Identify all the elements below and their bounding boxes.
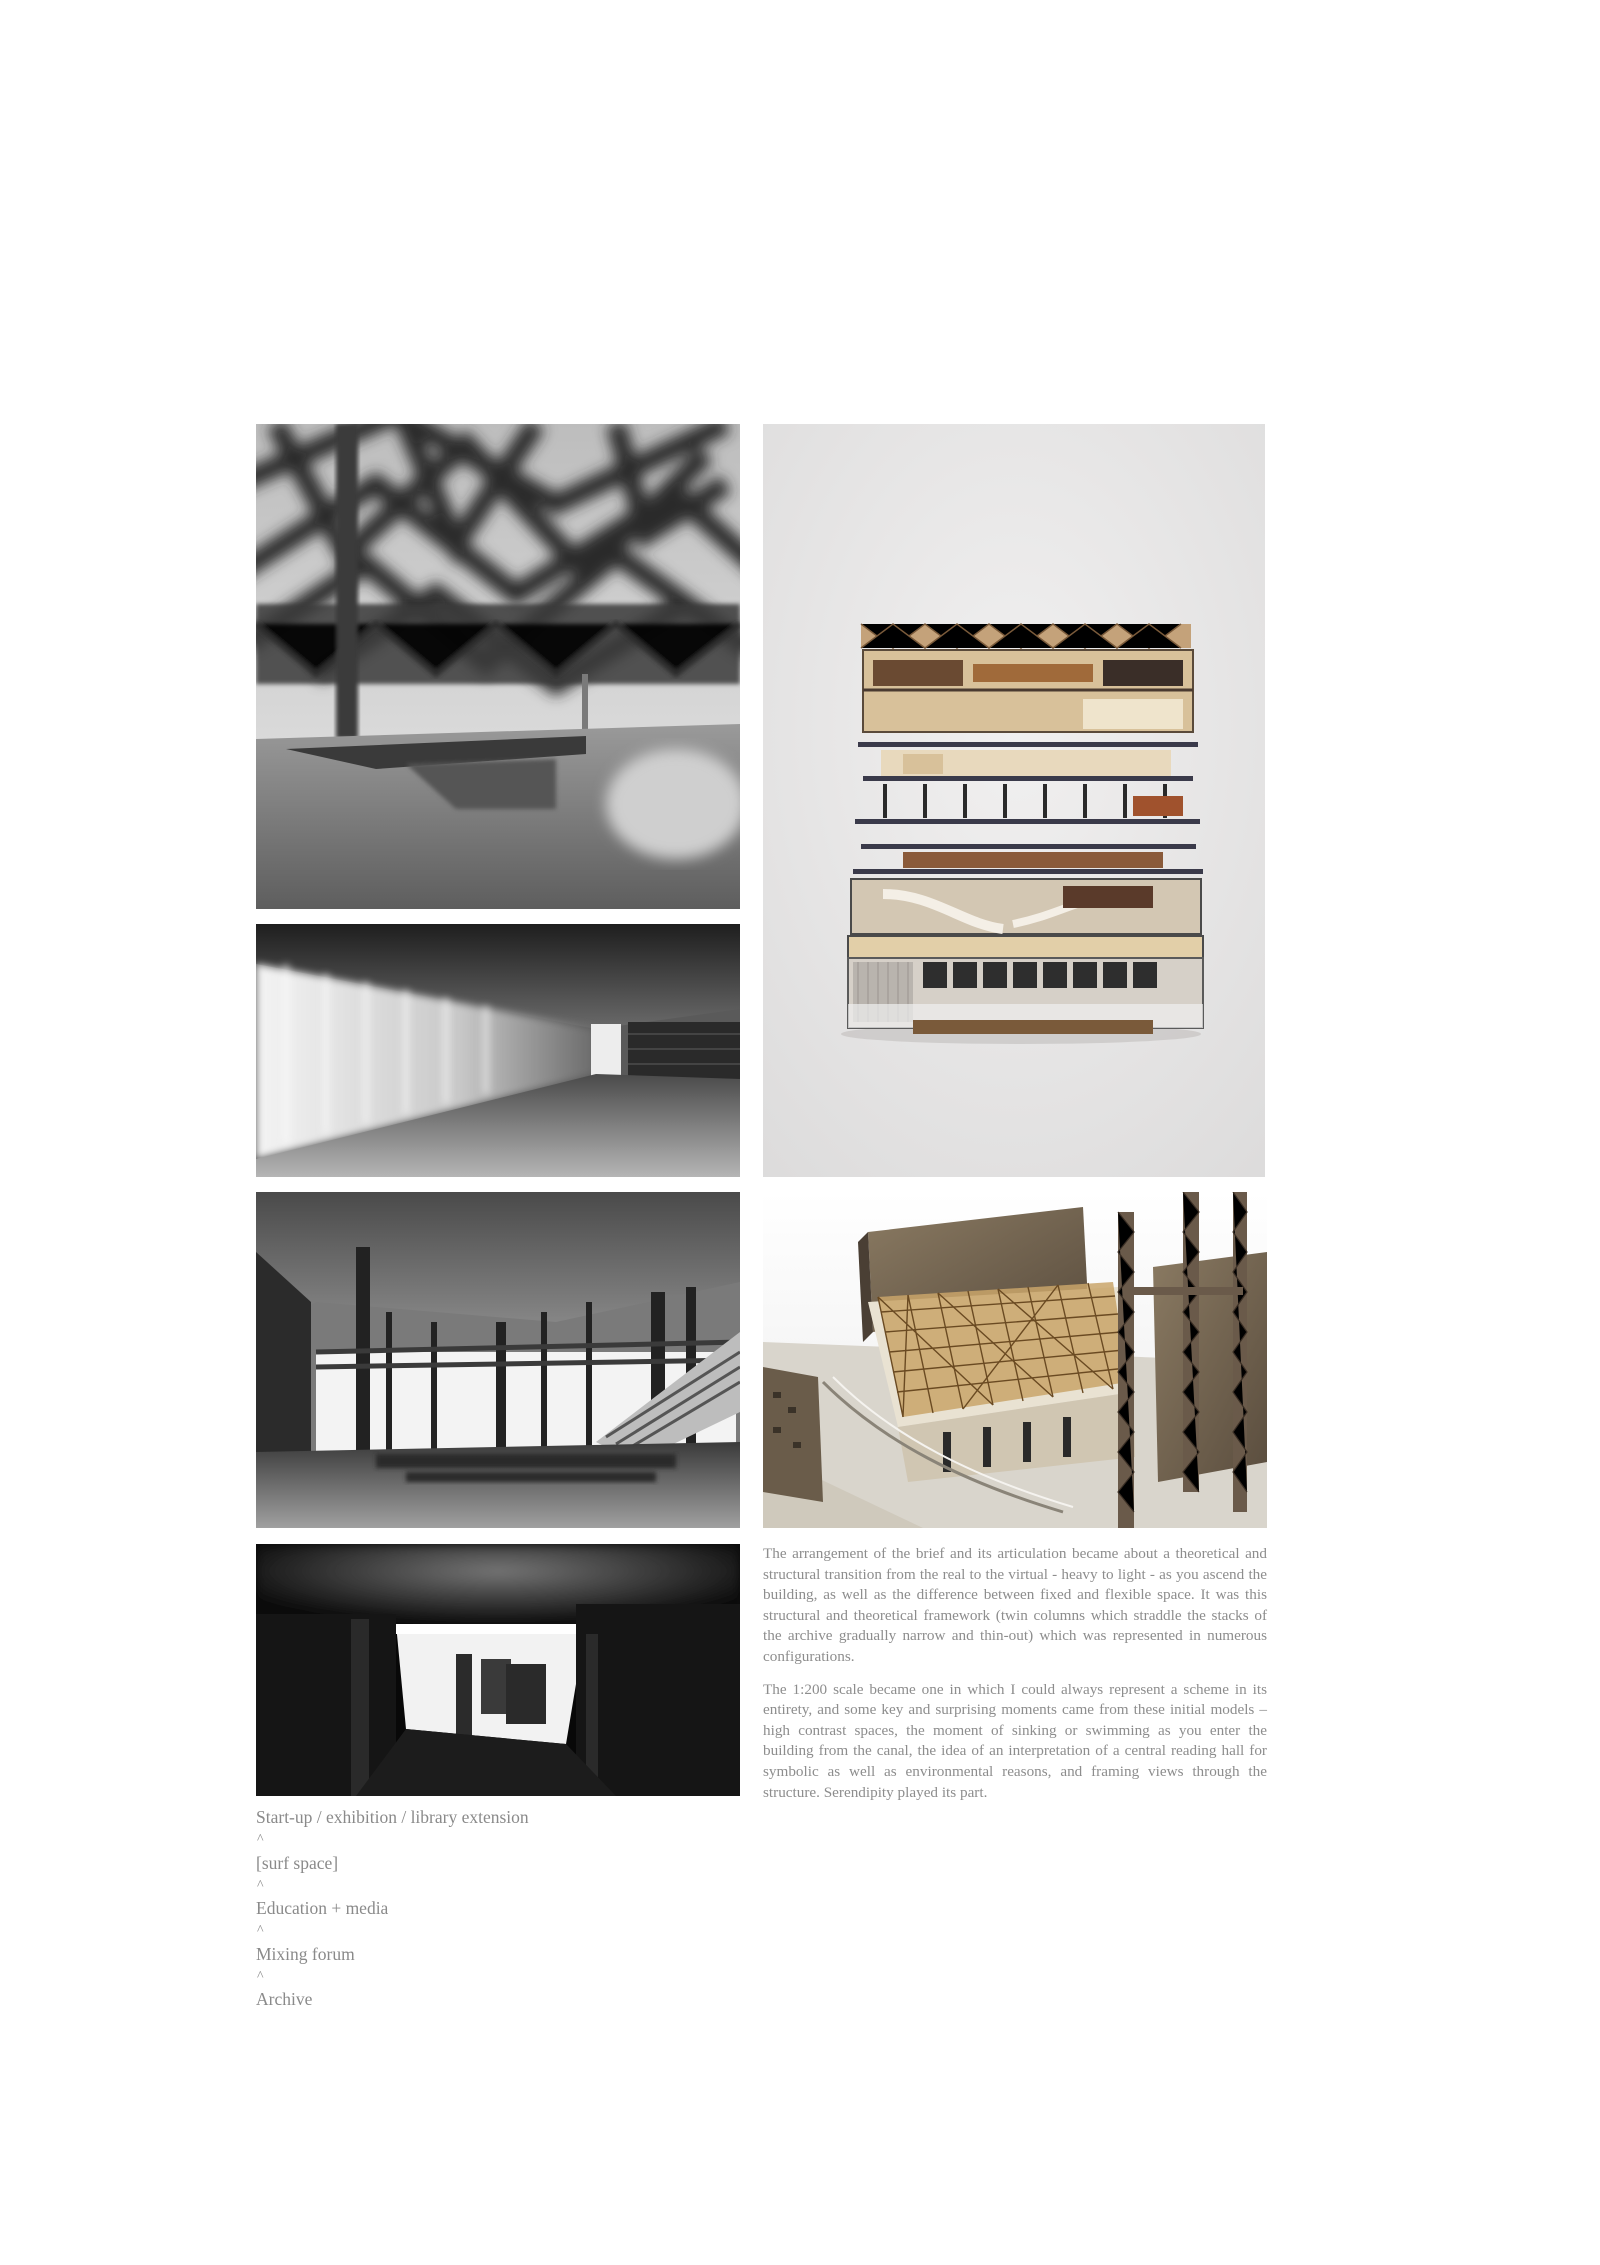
caret-separator: ^	[257, 1968, 264, 1984]
description-text	[763, 1544, 1267, 1815]
caret-separator: ^	[257, 1877, 264, 1893]
model-photo-columns-interior	[256, 1192, 740, 1528]
description-paragraph-1: The arrangement of the brief and its articulation became about a theoretical and structural transition from the real to the virtual - heavy to light - as you ascend the building, as well as the difference between fixed and flexible space. It was this structural and theoretical framework (twin columns which straddle the stacks of the archive gradually narrow and thin-out) which was represented in numerous configurations.	[763, 1545, 1267, 1665]
program-level-surf-space: [surf space]	[256, 1852, 339, 1873]
model-photo-stacked-section	[763, 424, 1265, 1177]
description-paragraph-2: The 1:200 scale became one in which I could always represent a scheme in its entirety, and some key and surprising moments came from these initial models – high contrast spaces, the moment of sinking or swimming as you enter the building from the canal, the idea of an interpretation of a central reading hall for symbolic as well as environmental reasons, and framing views through the structure. Serendipity played its part.	[763, 1680, 1267, 1801]
model-photo-interior-corridor	[256, 924, 740, 1177]
program-level-education-media: Education + media	[256, 1898, 389, 1918]
model-photo-roof-lattice	[256, 424, 740, 909]
program-level-mixing-forum: Mixing forum	[256, 1943, 355, 1964]
model-photo-site-aerial	[763, 1192, 1267, 1528]
program-level-archive: Archive	[256, 1989, 313, 2009]
program-level-startup: Start-up / exhibition / library extension	[256, 1807, 529, 1827]
model-photo-archive-passage	[256, 1544, 740, 1796]
caret-separator: ^	[257, 1832, 264, 1847]
caret-separator: ^	[257, 1923, 264, 1938]
program-stack	[256, 1806, 656, 2011]
